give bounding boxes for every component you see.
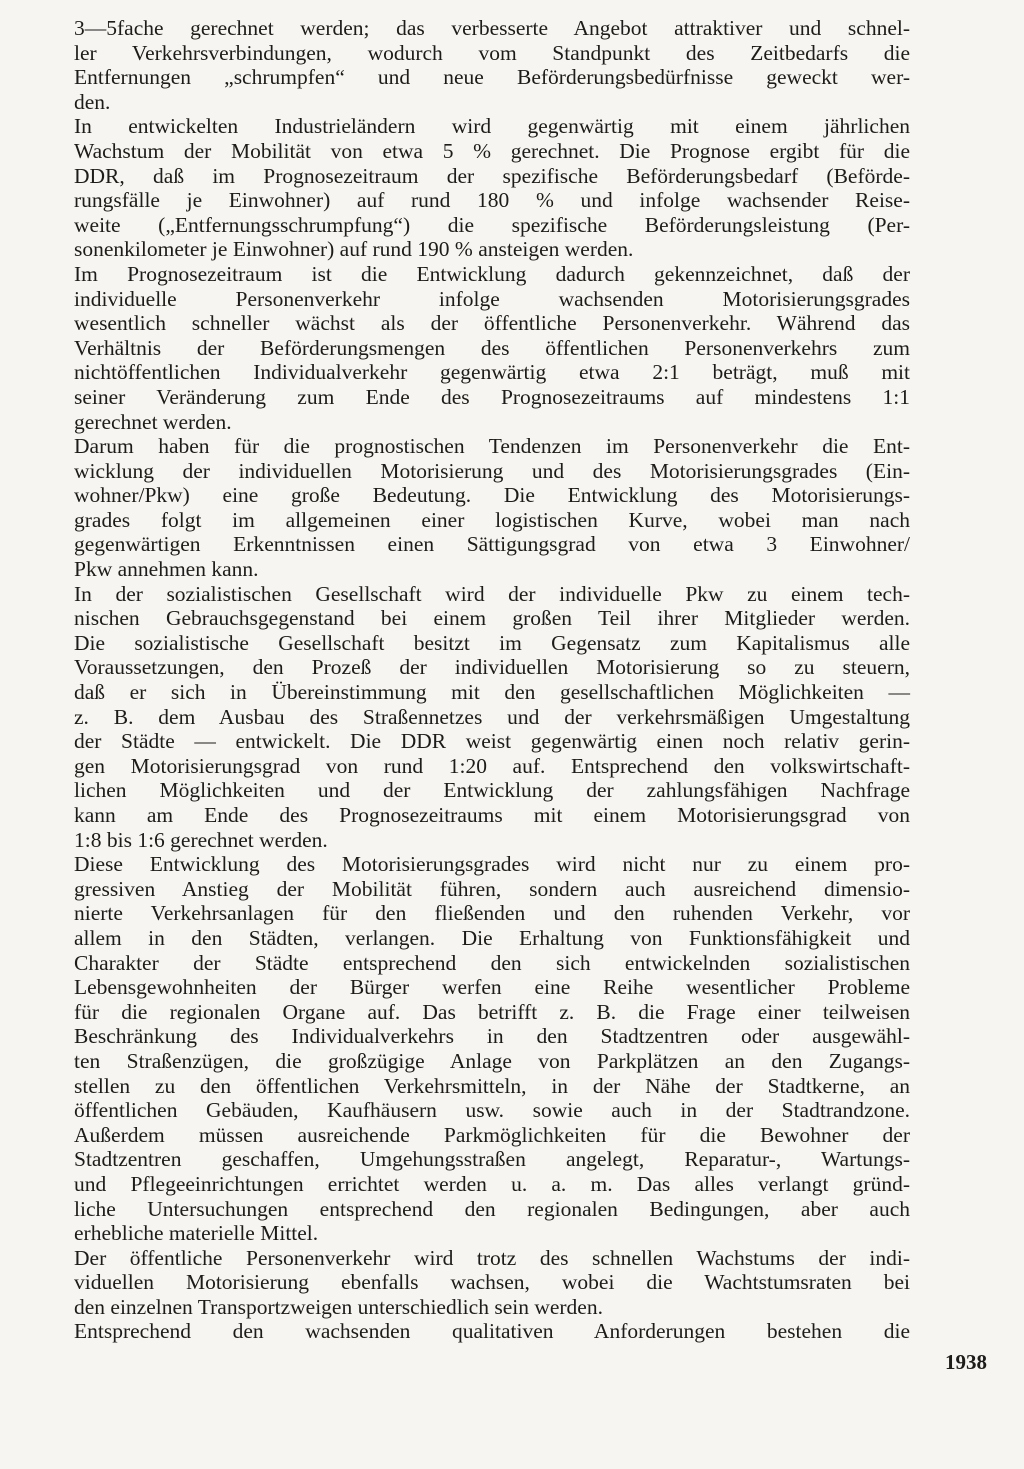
- text-line: Die sozialistische Gesellschaft besitzt im Gegensatz zum Kapitalismus alle: [74, 630, 910, 655]
- paragraph: [74, 434, 910, 582]
- text-line: sonenkilometer je Einwohner) auf rund 190 % ansteigen werden.: [74, 237, 634, 262]
- text-line: wohner/Pkw) eine große Bedeutung. Die Entwicklung des Motorisierungs-: [74, 483, 910, 508]
- text-line: viduellen Motorisierung ebenfalls wachsen, wobei die Wachtstumsraten bei: [74, 1270, 910, 1295]
- text-line: Pkw annehmen kann.: [74, 557, 259, 582]
- text-line: Im Prognosezeitraum ist die Entwicklung dadurch gekennzeichnet, daß der: [74, 261, 910, 286]
- text-line: Beschränkung des Individualverkehrs in den Stadtzentren oder ausgewähl-: [74, 1024, 910, 1049]
- text-line: erhebliche materielle Mittel.: [74, 1221, 319, 1246]
- text-line: rungsfälle je Einwohner) auf rund 180 % und infolge wachsender Reise-: [74, 188, 910, 213]
- paragraph: [74, 16, 910, 114]
- text-line: Lebensgewohnheiten der Bürger werfen eine Reihe wesentlicher Probleme: [74, 975, 910, 1000]
- text-line: ler Verkehrsverbindungen, wodurch vom Standpunkt des Zeitbedarfs die: [74, 40, 910, 65]
- text-line: Verhältnis der Beförderungsmengen des öffentlichen Personenverkehrs zum: [74, 335, 910, 360]
- text-line: lichen Möglichkeiten und der Entwicklung der zahlungsfähigen Nachfrage: [74, 778, 910, 803]
- text-line: weite („Entfernungsschrumpfung“) die spezifische Beförderungsleistung (Per-: [74, 212, 910, 237]
- text-line: öffentlichen Gebäuden, Kaufhäusern usw. sowie auch in der Stadtrandzone.: [74, 1098, 910, 1123]
- text-line: 3—5fache gerechnet werden; das verbesserte Angebot attraktiver und schnel-: [74, 16, 910, 40]
- text-line: den einzelnen Transportzweigen unterschiedlich sein werden.: [74, 1294, 603, 1319]
- page-number: 1938: [945, 1350, 987, 1374]
- text-line: individuelle Personenverkehr infolge wachsenden Motorisierungsgrades: [74, 286, 910, 311]
- text-line: und Pflegeeinrichtungen errichtet werden u. a. m. Das alles verlangt gründ-: [74, 1171, 910, 1196]
- text-line: Wachstum der Mobilität von etwa 5 % gerechnet. Die Prognose ergibt für die: [74, 138, 910, 163]
- text-line: Voraussetzungen, den Prozeß der individuellen Motorisierung so zu steuern,: [74, 655, 910, 680]
- text-line: DDR, daß im Prognosezeitraum der spezifische Beförderungsbedarf (Beförde-: [74, 163, 910, 188]
- paragraph: [74, 852, 910, 1246]
- text-line: Stadtzentren geschaffen, Umgehungsstraßen angelegt, Reparatur-, Wartungs-: [74, 1147, 910, 1172]
- text-line: Entsprechend den wachsenden qualitativen Anforderungen bestehen die: [74, 1319, 910, 1344]
- text-line: Außerdem müssen ausreichende Parkmöglichkeiten für die Bewohner der: [74, 1122, 910, 1147]
- text-line: nierte Verkehrsanlagen für den fließenden und den ruhenden Verkehr, vor: [74, 901, 910, 926]
- text-line: Charakter der Städte entsprechend den sich entwickelnden sozialistischen: [74, 950, 910, 975]
- text-line: der Städte — entwickelt. Die DDR weist gegenwärtig einen noch relativ gerin-: [74, 729, 910, 754]
- body-text: [74, 16, 910, 1344]
- text-line: 1:8 bis 1:6 gerechnet werden.: [74, 827, 328, 852]
- text-line: kann am Ende des Prognosezeitraums mit einem Motorisierungsgrad von: [74, 803, 910, 827]
- text-line: seiner Veränderung zum Ende des Prognosezeitraums auf mindestens 1:1: [74, 384, 910, 409]
- text-line: In entwickelten Industrieländern wird gegenwärtig mit einem jährlichen: [74, 114, 910, 139]
- paragraph: [74, 1319, 910, 1344]
- text-line: allem in den Städten, verlangen. Die Erhaltung von Funktionsfähigkeit und: [74, 925, 910, 950]
- paragraph: [74, 582, 910, 853]
- text-line: den.: [74, 89, 111, 114]
- text-line: Diese Entwicklung des Motorisierungsgrades wird nicht nur zu einem pro-: [74, 852, 910, 877]
- text-line: gressiven Anstieg der Mobilität führen, sondern auch ausreichend dimensio-: [74, 876, 910, 901]
- paragraph: [74, 114, 910, 262]
- text-line: wicklung der individuellen Motorisierung und des Motorisierungsgrades (Ein-: [74, 458, 910, 483]
- text-line: In der sozialistischen Gesellschaft wird der individuelle Pkw zu einem tech-: [74, 581, 910, 606]
- text-line: Entfernungen „schrumpfen“ und neue Beförderungsbedürfnisse geweckt wer-: [74, 65, 910, 90]
- text-line: gerechnet werden.: [74, 409, 232, 434]
- text-line: Der öffentliche Personenverkehr wird trotz des schnellen Wachstums der indi-: [74, 1245, 910, 1270]
- text-line: ten Straßenzügen, die großzügige Anlage von Parkplätzen an den Zugangs-: [74, 1048, 910, 1073]
- text-line: stellen zu den öffentlichen Verkehrsmitteln, in der Nähe der Stadtkerne, an: [74, 1073, 910, 1098]
- text-line: liche Untersuchungen entsprechend den regionalen Bedingungen, aber auch: [74, 1196, 910, 1221]
- text-line: gen Motorisierungsgrad von rund 1:20 auf. Entsprechend den volkswirtschaft-: [74, 753, 910, 778]
- paragraph: [74, 1246, 910, 1320]
- paragraph: [74, 262, 910, 434]
- text-line: Darum haben für die prognostischen Tendenzen im Personenverkehr die Ent-: [74, 434, 910, 459]
- text-line: daß er sich in Übereinstimmung mit den gesellschaftlichen Möglichkeiten —: [74, 680, 910, 705]
- text-line: grades folgt im allgemeinen einer logistischen Kurve, wobei man nach: [74, 507, 910, 532]
- text-line: wesentlich schneller wächst als der öffentliche Personenverkehr. Während das: [74, 311, 910, 336]
- text-line: für die regionalen Organe auf. Das betrifft z. B. die Frage einer teilweisen: [74, 999, 910, 1024]
- text-line: gegenwärtigen Erkenntnissen einen Sättigungsgrad von etwa 3 Einwohner/: [74, 532, 910, 557]
- text-line: nichtöffentlichen Individualverkehr gegenwärtig etwa 2:1 beträgt, muß mit: [74, 360, 910, 385]
- text-line: z. B. dem Ausbau des Straßennetzes und der verkehrsmäßigen Umgestaltung: [74, 704, 910, 729]
- text-line: nischen Gebrauchsgegenstand bei einem großen Teil ihrer Mitglieder werden.: [74, 606, 910, 631]
